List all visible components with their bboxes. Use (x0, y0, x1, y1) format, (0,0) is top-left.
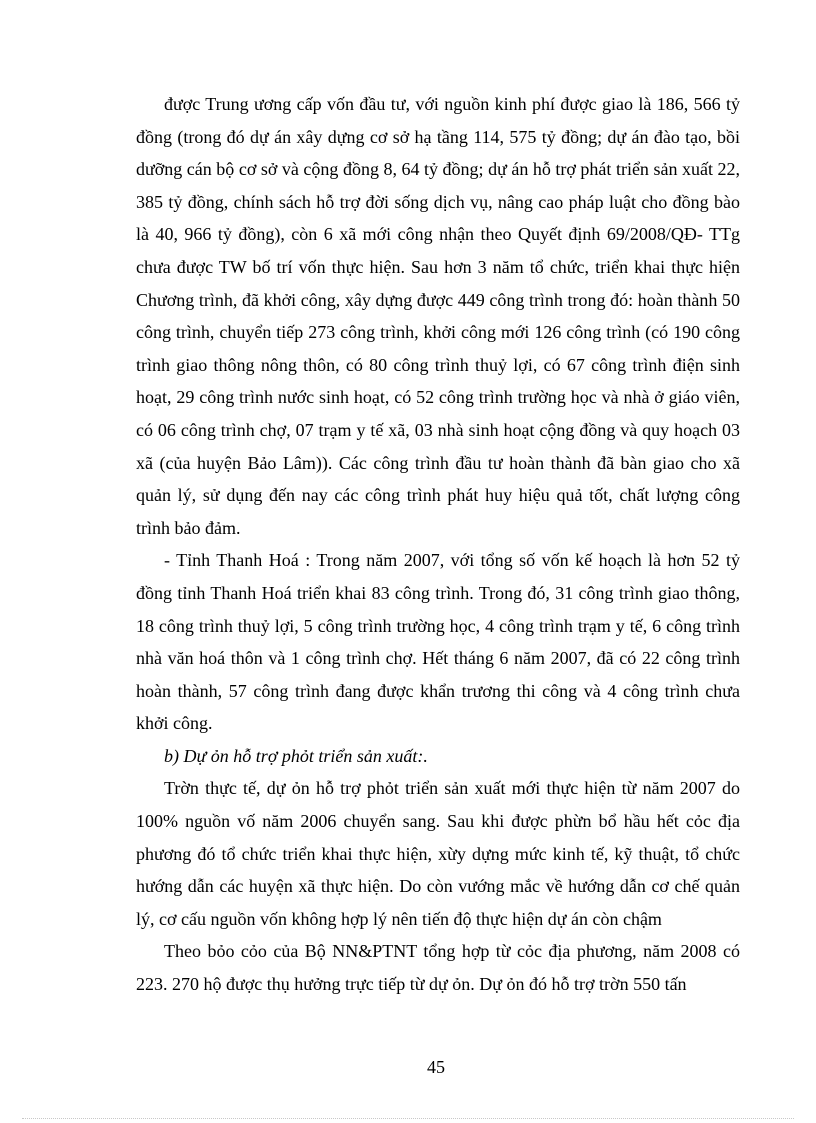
page-number: 45 (427, 1057, 445, 1077)
document-body (136, 88, 740, 1001)
body-paragraph: - Tỉnh Thanh Hoá : Trong năm 2007, với tổng số vốn kế hoạch là hơn 52 tỷ đồng tỉnh Thanh Hoá triển khai 83 công trình. Trong đó, 31 công trình giao thông, 18 công trình thuỷ lợi, 5 công trình trường học, 4 công trình trạm y tế, 6 công trình nhà văn hoá thôn và 1 công trình chợ. Hết tháng 6 năm 2007, đã có 22 công trình hoàn thành, 57 công trình đang được khẩn trương thi công và 4 công trình chưa khởi công. (136, 550, 740, 734)
section-subheading: b) Dự ỏn hỗ trợ phỏt triển sản xuất:. (164, 745, 428, 766)
body-paragraph: Theo bỏo cỏo của Bộ NN&PTNT tổng hợp từ cỏc địa phương, năm 2008 có 223. 270 hộ được thụ hưởng trực tiếp từ dự ỏn. Dự ỏn đó hỗ trợ trờn 550 tấn (136, 941, 740, 995)
body-paragraph: Trờn thực tế, dự ỏn hỗ trợ phỏt triển sản xuất mới thực hiện từ năm 2007 do 100% nguồn vố năm 2006 chuyển sang. Sau khi được phừn bổ hầu hết cỏc địa phương đó tổ chức triển khai thực hiện, xừy dựng mức kinh tế, kỹ thuật, tổ chức hướng dẫn các huyện xã thực hiện. Do còn vướng mắc về hướng dẫn cơ chế quản lý, cơ cấu nguồn vốn không hợp lý nên tiến độ thực hiện dự án còn chậm (136, 778, 740, 929)
page-bottom-border (22, 1118, 794, 1119)
body-paragraph: được Trung ương cấp vốn đầu tư, với nguồn kinh phí được giao là 186, 566 tỷ đồng (trong đó dự án xây dựng cơ sở hạ tầng 114, 575 tỷ đồng; dự án đào tạo, bồi dưỡng cán bộ cơ sở và cộng đồng 8, 64 tỷ đồng; dự án hỗ trợ phát triển sản xuất 22, 385 tỷ đồng, chính sách hỗ trợ đời sống dịch vụ, nâng cao pháp luật cho đồng bào là 40, 966 tỷ đồng), còn 6 xã mới công nhận theo Quyết định 69/2008/QĐ- TTg chưa được TW bố trí vốn thực hiện. Sau hơn 3 năm tổ chức, triển khai thực hiện Chương trình, đã khởi công, xây dựng được 449 công trình trong đó: hoàn thành 50 công trình, chuyển tiếp 273 công trình, khởi công mới 126 công trình (có 190 công trình giao thông nông thôn, có 80 công trình thuỷ lợi, có 67 công trình điện sinh hoạt, 29 công trình nước sinh hoạt, có 52 công trình trường học và nhà ở giáo viên, có 06 công trình chợ, 07 trạm y tế xã, 03 nhà sinh hoạt cộng đồng và quy hoạch 03 xã (của huyện Bảo Lâm)). Các công trình đầu tư hoàn thành đã bàn giao cho xã quản lý, sử dụng đến nay các công trình phát huy hiệu quả tốt, chất lượng công trình bảo đảm. (136, 94, 740, 538)
